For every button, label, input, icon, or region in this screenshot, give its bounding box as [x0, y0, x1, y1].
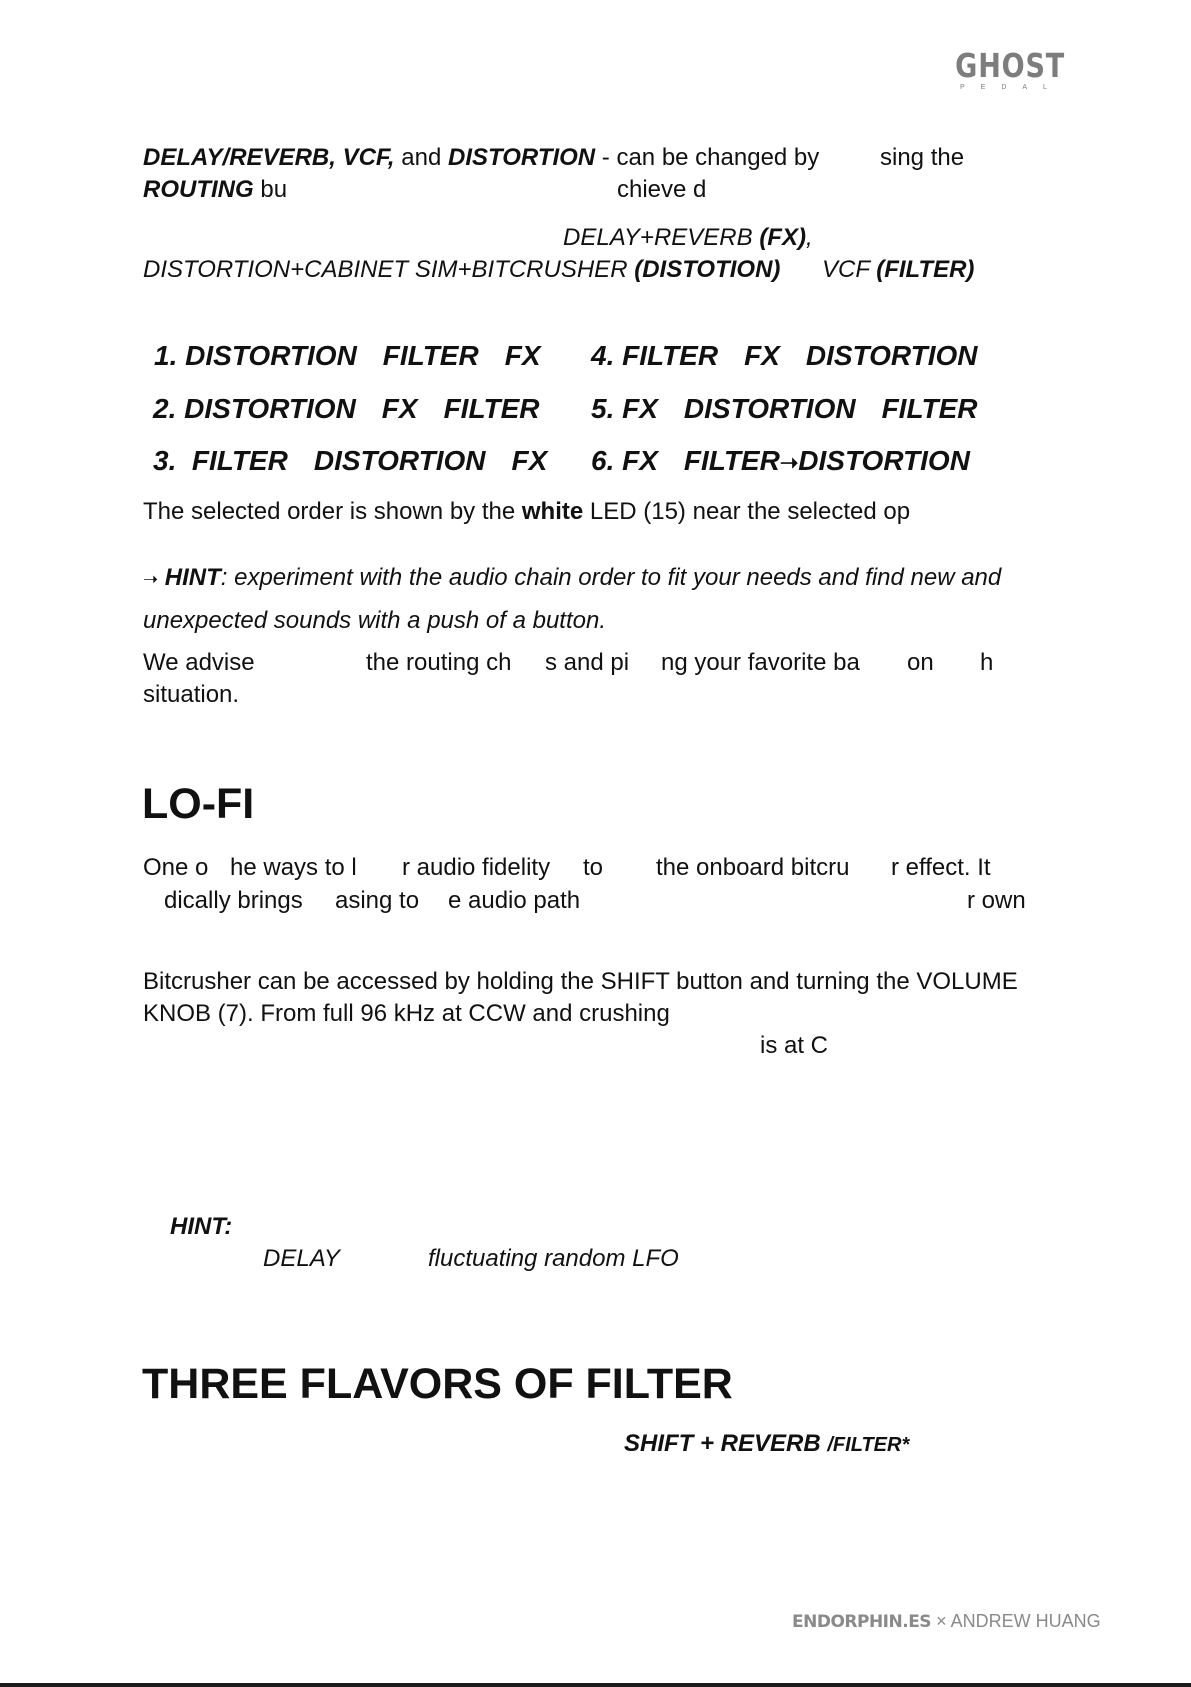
routing-stage: DISTORTION: [313, 445, 486, 476]
advise-line-2: situation.: [143, 681, 240, 708]
intro-delay-reverb: DELAY+REVERB: [563, 224, 760, 251]
routing-stage: DISTORTION: [683, 393, 856, 424]
intro-vcf: VCF: [822, 256, 877, 283]
routing-intro-line-1: [143, 142, 819, 174]
hint-line-2: unexpected sounds with a push of a button.: [143, 607, 606, 634]
lofi-hint-lfo: fluctuating random LFO: [428, 1245, 679, 1272]
advise-part: on: [907, 649, 934, 676]
routing-stage: FILTER: [382, 340, 479, 371]
filter-shortcut-keys: SHIFT + REVERB: [624, 1430, 828, 1457]
lofi-part: r own: [967, 887, 1026, 914]
lofi-part: asing to: [335, 887, 420, 914]
routing-stage: FX: [381, 393, 418, 424]
routing-order-number: 4.: [591, 340, 615, 371]
routing-stage: FX: [511, 445, 548, 476]
advise-part: ng your favorite ba: [661, 649, 860, 676]
routing-order-6: [591, 444, 970, 480]
routing-order-1: [154, 339, 541, 373]
routing-order-5: [591, 392, 978, 426]
logo-sub-text: PEDAL: [960, 84, 1063, 91]
advise-part: the routing ch: [366, 649, 512, 676]
filter-shortcut-suffix: /FILTER*: [827, 1434, 910, 1456]
routing-order-number: 2.: [153, 393, 177, 424]
selected-order-part: LED (15) near the selected op: [583, 498, 911, 525]
routing-stage: DISTORTION: [798, 445, 970, 476]
intro-fx-label: (FX): [759, 224, 806, 251]
intro-effects-list: DELAY/REVERB, VCF,: [143, 144, 395, 171]
bitcrusher-line-1: Bitcrusher can be accessed by holding the SHIFT button and turning the VOLUME: [143, 968, 1018, 995]
routing-stage: FX: [504, 340, 541, 371]
logo-main-text: GHOST: [955, 46, 1066, 85]
routing-order-number: 3.: [153, 445, 177, 476]
advise-part: h: [980, 649, 994, 676]
advise-part: We advise: [143, 649, 255, 676]
routing-stage: FX: [622, 445, 658, 476]
bottom-rule: [0, 1683, 1191, 1687]
footer-separator: ×: [931, 1611, 951, 1631]
routing-intro-line-3: [563, 222, 813, 254]
intro-can-be-changed: - can be changed by: [595, 144, 820, 171]
filter-shortcut: [624, 1428, 909, 1461]
filter-heading: THREE FLAVORS OF FILTER: [142, 1360, 733, 1408]
intro-and: and: [394, 144, 448, 171]
hint-arrow-icon: ➝: [143, 569, 159, 589]
routing-hint: [143, 557, 1001, 641]
lofi-part: to: [583, 854, 604, 881]
routing-stage: FILTER: [683, 445, 780, 476]
routing-order-3: [153, 444, 547, 478]
routing-stage: FILTER: [443, 393, 540, 424]
routing-order-4: [591, 339, 978, 373]
routing-order-number: 5.: [591, 393, 615, 424]
routing-intro-line-2-end: chieve d: [617, 176, 707, 203]
lofi-heading: LO-FI: [142, 780, 255, 828]
routing-stage: DISTORTION: [184, 393, 356, 424]
routing-stage: FX: [744, 340, 780, 371]
intro-routing: ROUTING: [143, 176, 254, 203]
routing-intro-line-2: [143, 174, 287, 206]
intro-filter-label: (FILTER): [876, 256, 975, 283]
intro-distortion-label: (DISTOTION): [634, 256, 781, 283]
lofi-part: he ways to l: [230, 854, 357, 881]
advise-part: s and pi: [545, 649, 630, 676]
selected-order-text: [143, 496, 910, 528]
intro-comma: ,: [805, 224, 813, 251]
routing-intro-line-4: [143, 254, 780, 286]
lofi-part: r audio fidelity: [402, 854, 551, 881]
ghost-pedal-logo: [946, 46, 1066, 92]
hint-label: HINT: [164, 564, 221, 591]
routing-stage: FILTER: [191, 445, 288, 476]
arrow-right-icon: ➝: [779, 450, 799, 475]
footer-branding: [792, 1611, 1101, 1632]
routing-order-number: 1.: [154, 340, 178, 371]
footer-partner: ANDREW HUANG: [950, 1611, 1101, 1631]
routing-intro-line-4-end: [822, 254, 974, 286]
routing-stage: FILTER: [622, 340, 719, 371]
lofi-part: r effect. It: [891, 854, 991, 881]
intro-distortion: DISTORTION: [447, 144, 596, 171]
routing-stage: DISTORTION: [185, 340, 357, 371]
routing-stage: FX: [622, 393, 658, 424]
selected-order-white: white: [521, 498, 584, 525]
lofi-hint-delay: DELAY: [263, 1245, 340, 1272]
bitcrusher-line-3: is at C: [760, 1032, 829, 1059]
lofi-part: dically brings: [164, 887, 303, 914]
routing-order-number: 6.: [591, 445, 615, 476]
routing-stage: FILTER: [881, 393, 978, 424]
lofi-part: the onboard bitcru: [656, 854, 850, 881]
routing-stage: DISTORTION: [805, 340, 978, 371]
footer-brand: ENDORPHIN.ES: [792, 1612, 932, 1632]
lofi-hint-label: HINT:: [170, 1213, 233, 1240]
lofi-part: One o: [143, 854, 209, 881]
intro-distortion-chain: DISTORTION+CABINET SIM+BITCRUSHER: [143, 256, 635, 283]
lofi-part: e audio path: [448, 887, 581, 914]
selected-order-part: The selected order is shown by the: [143, 498, 522, 525]
hint-line-1: : experiment with the audio chain order to fit your needs and find new and: [220, 564, 1002, 591]
intro-bu: bu: [253, 176, 288, 203]
routing-order-2: [153, 392, 540, 426]
bitcrusher-line-2: KNOB (7). From full 96 kHz at CCW and crushing: [143, 1000, 670, 1027]
routing-intro-line-1-end: sing the: [880, 144, 965, 171]
